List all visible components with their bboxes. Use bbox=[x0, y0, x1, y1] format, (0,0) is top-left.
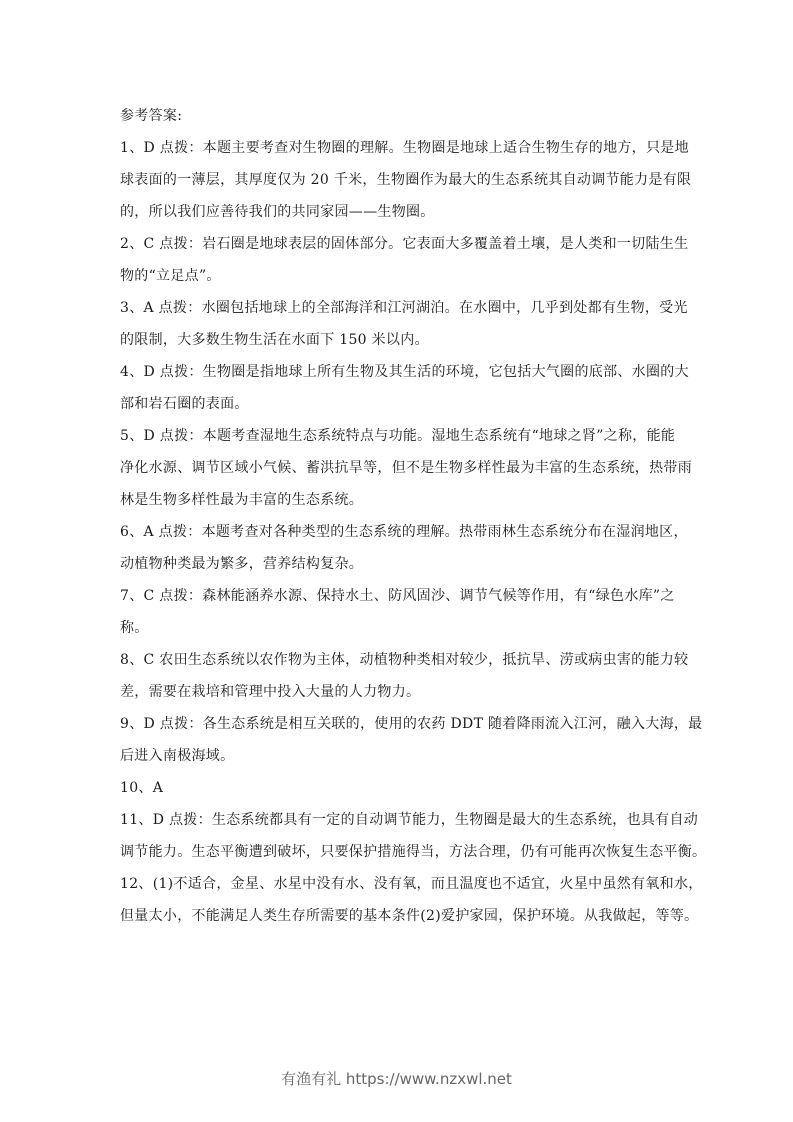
answer-line: 3、A 点拨：水圈包括地球上的全部海洋和江河湖泊。在水圈中，几乎到处都有生物，受光 bbox=[120, 300, 688, 316]
answer-line: 差，需要在栽培和管理中投入大量的人力物力。 bbox=[120, 684, 421, 700]
answer-line: 6、A 点拨：本题考查对各种类型的生态系统的理解。热带雨林生态系统分布在湿润地区， bbox=[120, 524, 688, 540]
answer-line: 林是生物多样性最为丰富的生态系统。 bbox=[120, 492, 364, 508]
answer-line: 但量太小，不能满足人类生存所需要的基本条件(2)爱护家园，保护环境。从我做起，等等。 bbox=[120, 908, 699, 924]
answer-line: 7、C 点拨：森林能涵养水源、保持水土、防风固沙、调节气候等作用，有“绿色水库”之 bbox=[120, 588, 675, 604]
answer-line: 4、D 点拨：生物圈是指地球上所有生物及其生活的环境，它包括大气圈的底部、水圈的大 bbox=[120, 364, 689, 380]
answer-line: 净化水源、调节区域小气候、蓄洪抗旱等，但不是生物多样性最为丰富的生态系统，热带雨 bbox=[120, 460, 692, 476]
answer-line: 动植物种类最为繁多，营养结构复杂。 bbox=[120, 556, 364, 572]
answer-line: 5、D 点拨：本题考查湿地生态系统特点与功能。湿地生态系统有“地球之肾”之称，能能 bbox=[120, 428, 676, 444]
answer-item-2 bbox=[120, 228, 689, 292]
answer-line: 的，所以我们应善待我们的共同家园——生物圈。 bbox=[120, 204, 435, 220]
answer-line: 物的“立足点”。 bbox=[120, 268, 221, 284]
answer-line: 球表面的一薄层，其厚度仅为 20 千米，生物圈作为最大的生态系统其自动调节能力是有限 bbox=[120, 172, 692, 188]
answer-line: 2、C 点拨：岩石圈是地球表层的固体部分。它表面大多覆盖着土壤，是人类和一切陆生生 bbox=[120, 236, 689, 252]
answer-item-7 bbox=[120, 580, 680, 644]
answer-item-11 bbox=[120, 804, 707, 868]
answer-line: 调节能力。生态平衡遭到破坏，只要保护措施得当，方法合理，仍有可能再次恢复生态平衡。 bbox=[120, 844, 707, 860]
answer-item-4 bbox=[120, 356, 689, 420]
answer-item-8 bbox=[120, 644, 689, 708]
answer-document bbox=[120, 100, 707, 932]
answer-item-3 bbox=[120, 292, 688, 356]
answer-line: 10、A bbox=[120, 780, 164, 796]
answer-item-9 bbox=[120, 708, 703, 772]
watermark-footer: 有渔有礼 https://www.nzxwl.net bbox=[281, 1070, 512, 1088]
answer-line: 的限制，大多数生物生活在水面下 150 米以内。 bbox=[120, 332, 429, 348]
answer-item-12 bbox=[120, 868, 703, 932]
answer-item-5 bbox=[120, 420, 692, 516]
answer-item-1 bbox=[120, 132, 692, 228]
answer-line: 后进入南极海域。 bbox=[120, 748, 235, 764]
answer-line: 12、(1)不适合，金星、水星中没有水、没有氧，而且温度也不适宜，火星中虽然有氧和水， bbox=[120, 876, 703, 892]
answer-line: 8、C 农田生态系统以农作物为主体，动植物种类相对较少，抵抗旱、涝或病虫害的能力较 bbox=[120, 652, 689, 668]
answer-line: 9、D 点拨：各生态系统是相互关联的，使用的农药 DDT 随着降雨流入江河，融入大海，最 bbox=[120, 716, 703, 732]
answer-item-6 bbox=[120, 516, 688, 580]
answer-item-10 bbox=[120, 772, 680, 804]
answer-line: 11、D 点拨：生态系统都具有一定的自动调节能力，生物圈是最大的生态系统，也具有自动 bbox=[120, 812, 699, 828]
answer-line: 部和岩石圈的表面。 bbox=[120, 396, 249, 412]
answer-line: 称。 bbox=[120, 620, 149, 636]
answers-heading: 参考答案: bbox=[120, 108, 183, 124]
answer-line: 1、D 点拨：本题主要考查对生物圈的理解。生物圈是地球上适合生物生存的地方，只是地 bbox=[120, 140, 689, 156]
